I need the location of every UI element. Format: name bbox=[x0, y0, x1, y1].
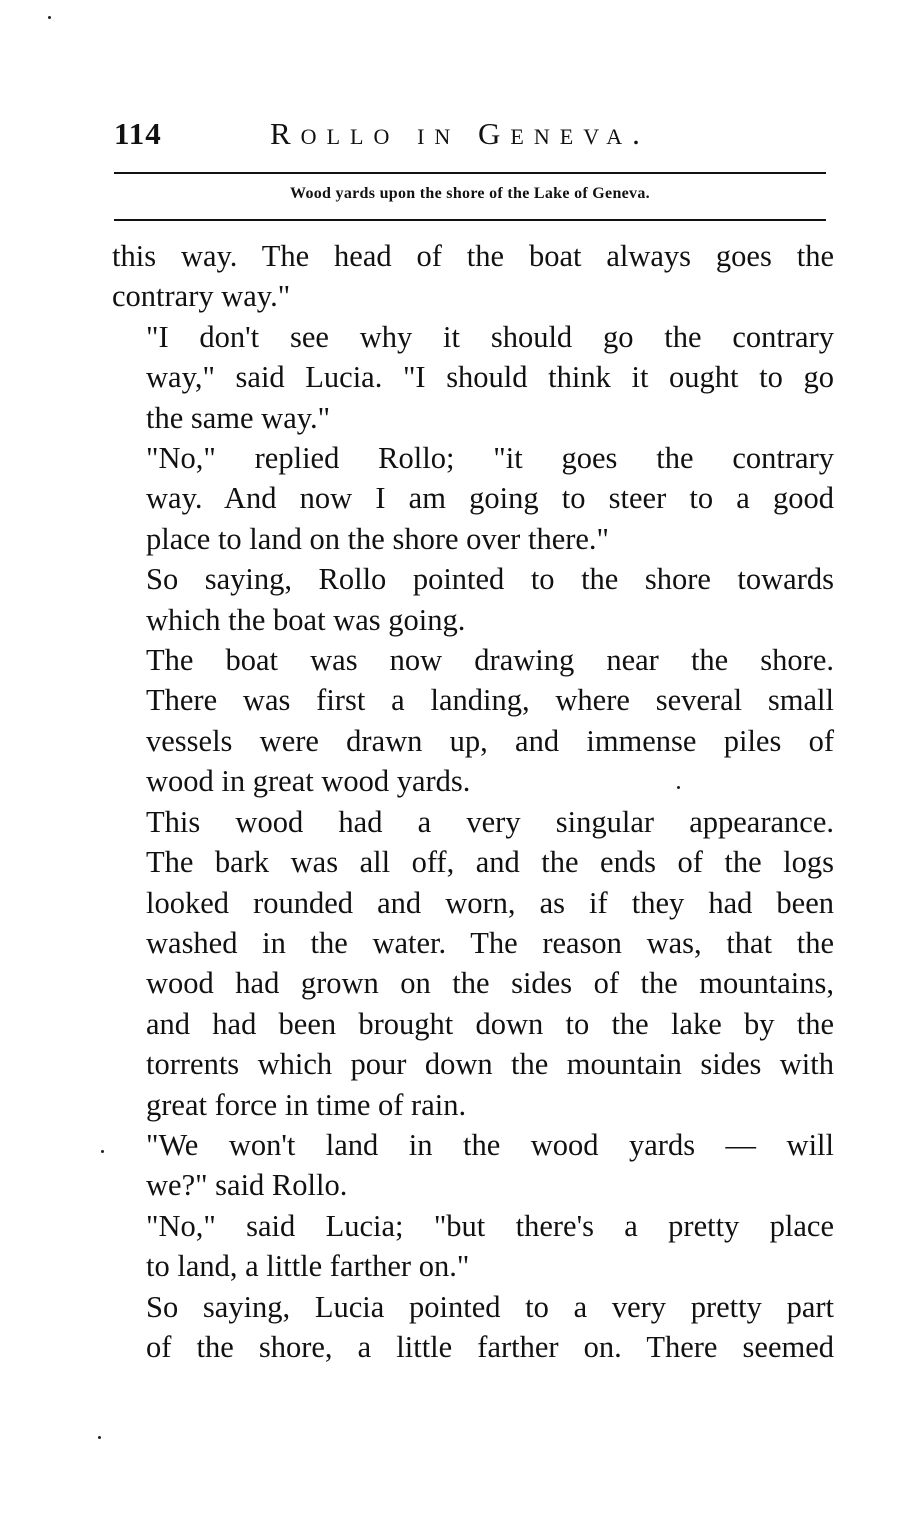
paragraph bbox=[112, 438, 834, 559]
paragraph bbox=[112, 1206, 834, 1287]
text-line: "I don't see why it should go the contrary bbox=[146, 319, 834, 354]
running-title: Rollo in Geneva. bbox=[270, 116, 650, 151]
text-line: looked rounded and worn, as if they had been bbox=[146, 885, 834, 920]
header-rule-bottom bbox=[114, 219, 826, 221]
text-line: way. And now I am going to steer to a good bbox=[146, 481, 834, 516]
text-line: wood in great wood yards. bbox=[146, 764, 471, 799]
paragraph bbox=[112, 802, 834, 1125]
text-line: The bark was all off, and the ends of the logs bbox=[146, 845, 834, 880]
text-line: we?" said Rollo. bbox=[146, 1168, 348, 1203]
paragraph bbox=[112, 236, 834, 317]
text-line: The boat was now drawing near the shore. bbox=[146, 643, 834, 678]
paragraph bbox=[112, 640, 834, 802]
page-number: 114 bbox=[114, 116, 162, 151]
text-line: wood had grown on the sides of the mountains, bbox=[146, 966, 834, 1001]
text-line: contrary way." bbox=[112, 279, 291, 314]
paragraph bbox=[112, 1125, 834, 1206]
ink-speck bbox=[48, 16, 51, 19]
text-line: great force in time of rain. bbox=[146, 1087, 467, 1122]
ink-speck bbox=[101, 1150, 104, 1153]
text-line: to land, a little farther on." bbox=[146, 1249, 470, 1284]
text-line: "No," said Lucia; "but there's a pretty place bbox=[146, 1208, 834, 1243]
text-line: of the shore, a little farther on. There seemed bbox=[146, 1329, 834, 1364]
text-line: this way. The head of the boat always goes the bbox=[112, 239, 834, 273]
ink-speck bbox=[677, 786, 680, 789]
text-line: the same way." bbox=[146, 400, 331, 435]
text-line: which the boat was going. bbox=[146, 602, 466, 637]
text-line: So saying, Lucia pointed to a very pretty part bbox=[146, 1289, 834, 1324]
text-line: So saying, Rollo pointed to the shore towards bbox=[146, 562, 834, 597]
page-header bbox=[114, 116, 830, 160]
ink-speck bbox=[98, 1436, 101, 1439]
section-subtitle: Wood yards upon the shore of the Lake of Geneva. bbox=[290, 185, 650, 202]
paragraph bbox=[112, 559, 834, 640]
text-line: washed in the water. The reason was, that the bbox=[146, 925, 834, 960]
text-line: This wood had a very singular appearance. bbox=[146, 804, 834, 839]
text-line: vessels were drawn up, and immense piles of bbox=[146, 723, 834, 758]
text-line: way," said Lucia. "I should think it ought to go bbox=[146, 360, 834, 395]
paragraph bbox=[112, 1287, 834, 1368]
text-line: and had been brought down to the lake by the bbox=[146, 1006, 834, 1041]
body-text bbox=[112, 236, 834, 1367]
text-line: There was first a landing, where several small bbox=[146, 683, 834, 718]
text-line: place to land on the shore over there." bbox=[146, 521, 609, 556]
paragraph bbox=[112, 317, 834, 438]
text-line: "No," replied Rollo; "it goes the contrary bbox=[146, 441, 834, 476]
text-line: "We won't land in the wood yards — will bbox=[146, 1127, 834, 1162]
header-rule-top bbox=[114, 172, 826, 174]
text-line: torrents which pour down the mountain sides with bbox=[146, 1047, 834, 1082]
